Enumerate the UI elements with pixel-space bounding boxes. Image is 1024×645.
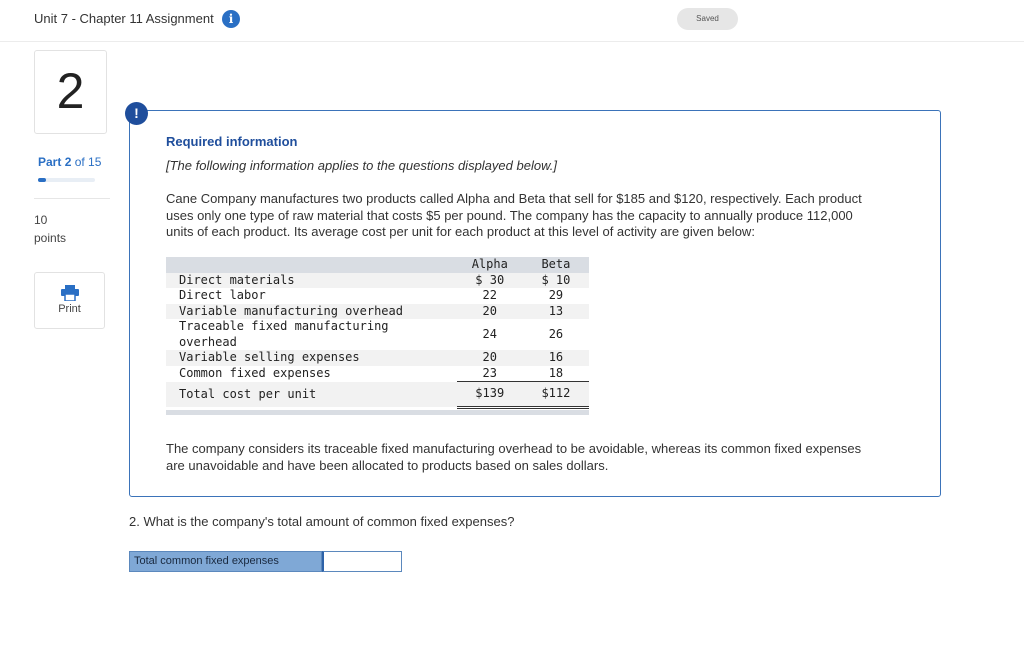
beta-value: 26 [548,326,564,341]
table-header-row [166,257,589,273]
table-header-beta: Beta [541,257,571,271]
table-row [166,304,589,320]
unit-cost-table [166,257,589,409]
points-label: points [34,231,67,245]
question-number: 2 [56,63,85,119]
alpha-value: 20 [482,350,497,364]
scenario-line: uses only one type of raw material that costs $5 per pound. The company has the capacity to annually produce 112,000 [166,207,853,223]
printer-icon [61,285,79,301]
alpha-value: $ 30 [475,272,505,287]
table-header-blank [166,257,457,273]
row-label: Variable manufacturing overhead [179,303,403,318]
beta-value: 29 [548,288,564,302]
overhead-paragraph [166,441,906,474]
alpha-value: 22 [482,288,497,302]
table-row [166,350,589,366]
beta-value: 16 [548,350,564,364]
alert-icon: ! [125,102,148,125]
beta-total: $112 [523,382,589,408]
row-label: Direct labor [179,288,266,302]
row-label: Direct materials [179,272,295,287]
table-footer-bar [166,410,589,415]
row-label: Common fixed expenses [179,365,331,380]
scenario-line: units of each product. Its average cost per unit for each product at this level of activity are given below: [166,224,755,239]
part-progress-fill [38,178,46,182]
beta-value: $ 10 [541,272,571,287]
table-header-alpha: Alpha [471,257,508,271]
table-row [166,319,589,350]
overhead-line: The company considers its traceable fixed manufacturing overhead to be avoidable, whereas its common fixed expenses [166,441,862,456]
part-word: Part [38,155,62,169]
beta-value: 13 [548,303,564,318]
points-value: 10 [34,213,48,227]
common-fixed-expenses-input[interactable] [322,551,402,572]
alpha-value: 23 [482,365,497,380]
header-bar [0,0,1024,42]
table-row [166,288,589,304]
alpha-value: 20 [482,303,497,318]
question-text: 2. What is the company's total amount of common fixed expenses? [129,514,515,529]
scenario-line: Cane Company manufactures two products called Alpha and Beta that sell for $185 and $120, respectively. Each product [166,191,862,206]
required-information-title: Required information [166,134,298,149]
scenario-paragraph [166,191,906,241]
print-label: Print [58,303,81,315]
total-label: Total cost per unit [179,386,317,401]
assignment-title: Unit 7 - Chapter 11 Assignment [34,11,214,26]
alpha-value: 24 [482,326,497,341]
sidebar-divider [34,198,110,199]
part-current: 2 [64,155,72,169]
alpha-total: $139 [457,382,523,408]
row-label-line: Traceable fixed manufacturing [179,319,389,333]
overhead-line: are unavoidable and have been allocated to products based on sales dollars. [166,457,609,473]
part-total: of 15 [74,155,102,169]
question-number-box [34,50,107,134]
table-row [166,273,589,289]
part-progress-bar [38,178,95,182]
part-indicator [38,155,101,169]
total-row [166,382,589,408]
row-label [166,319,457,350]
row-label-line: overhead [179,334,237,349]
row-label: Variable selling expenses [179,350,360,364]
answer-label: Total common fixed expenses [129,551,322,572]
beta-value: 18 [548,365,564,380]
applies-note: [The following information applies to the questions displayed below.] [166,158,557,173]
table-row [166,366,589,382]
saved-status-badge: Saved [677,8,738,30]
print-button[interactable] [34,272,105,329]
info-icon[interactable]: i [222,10,240,28]
